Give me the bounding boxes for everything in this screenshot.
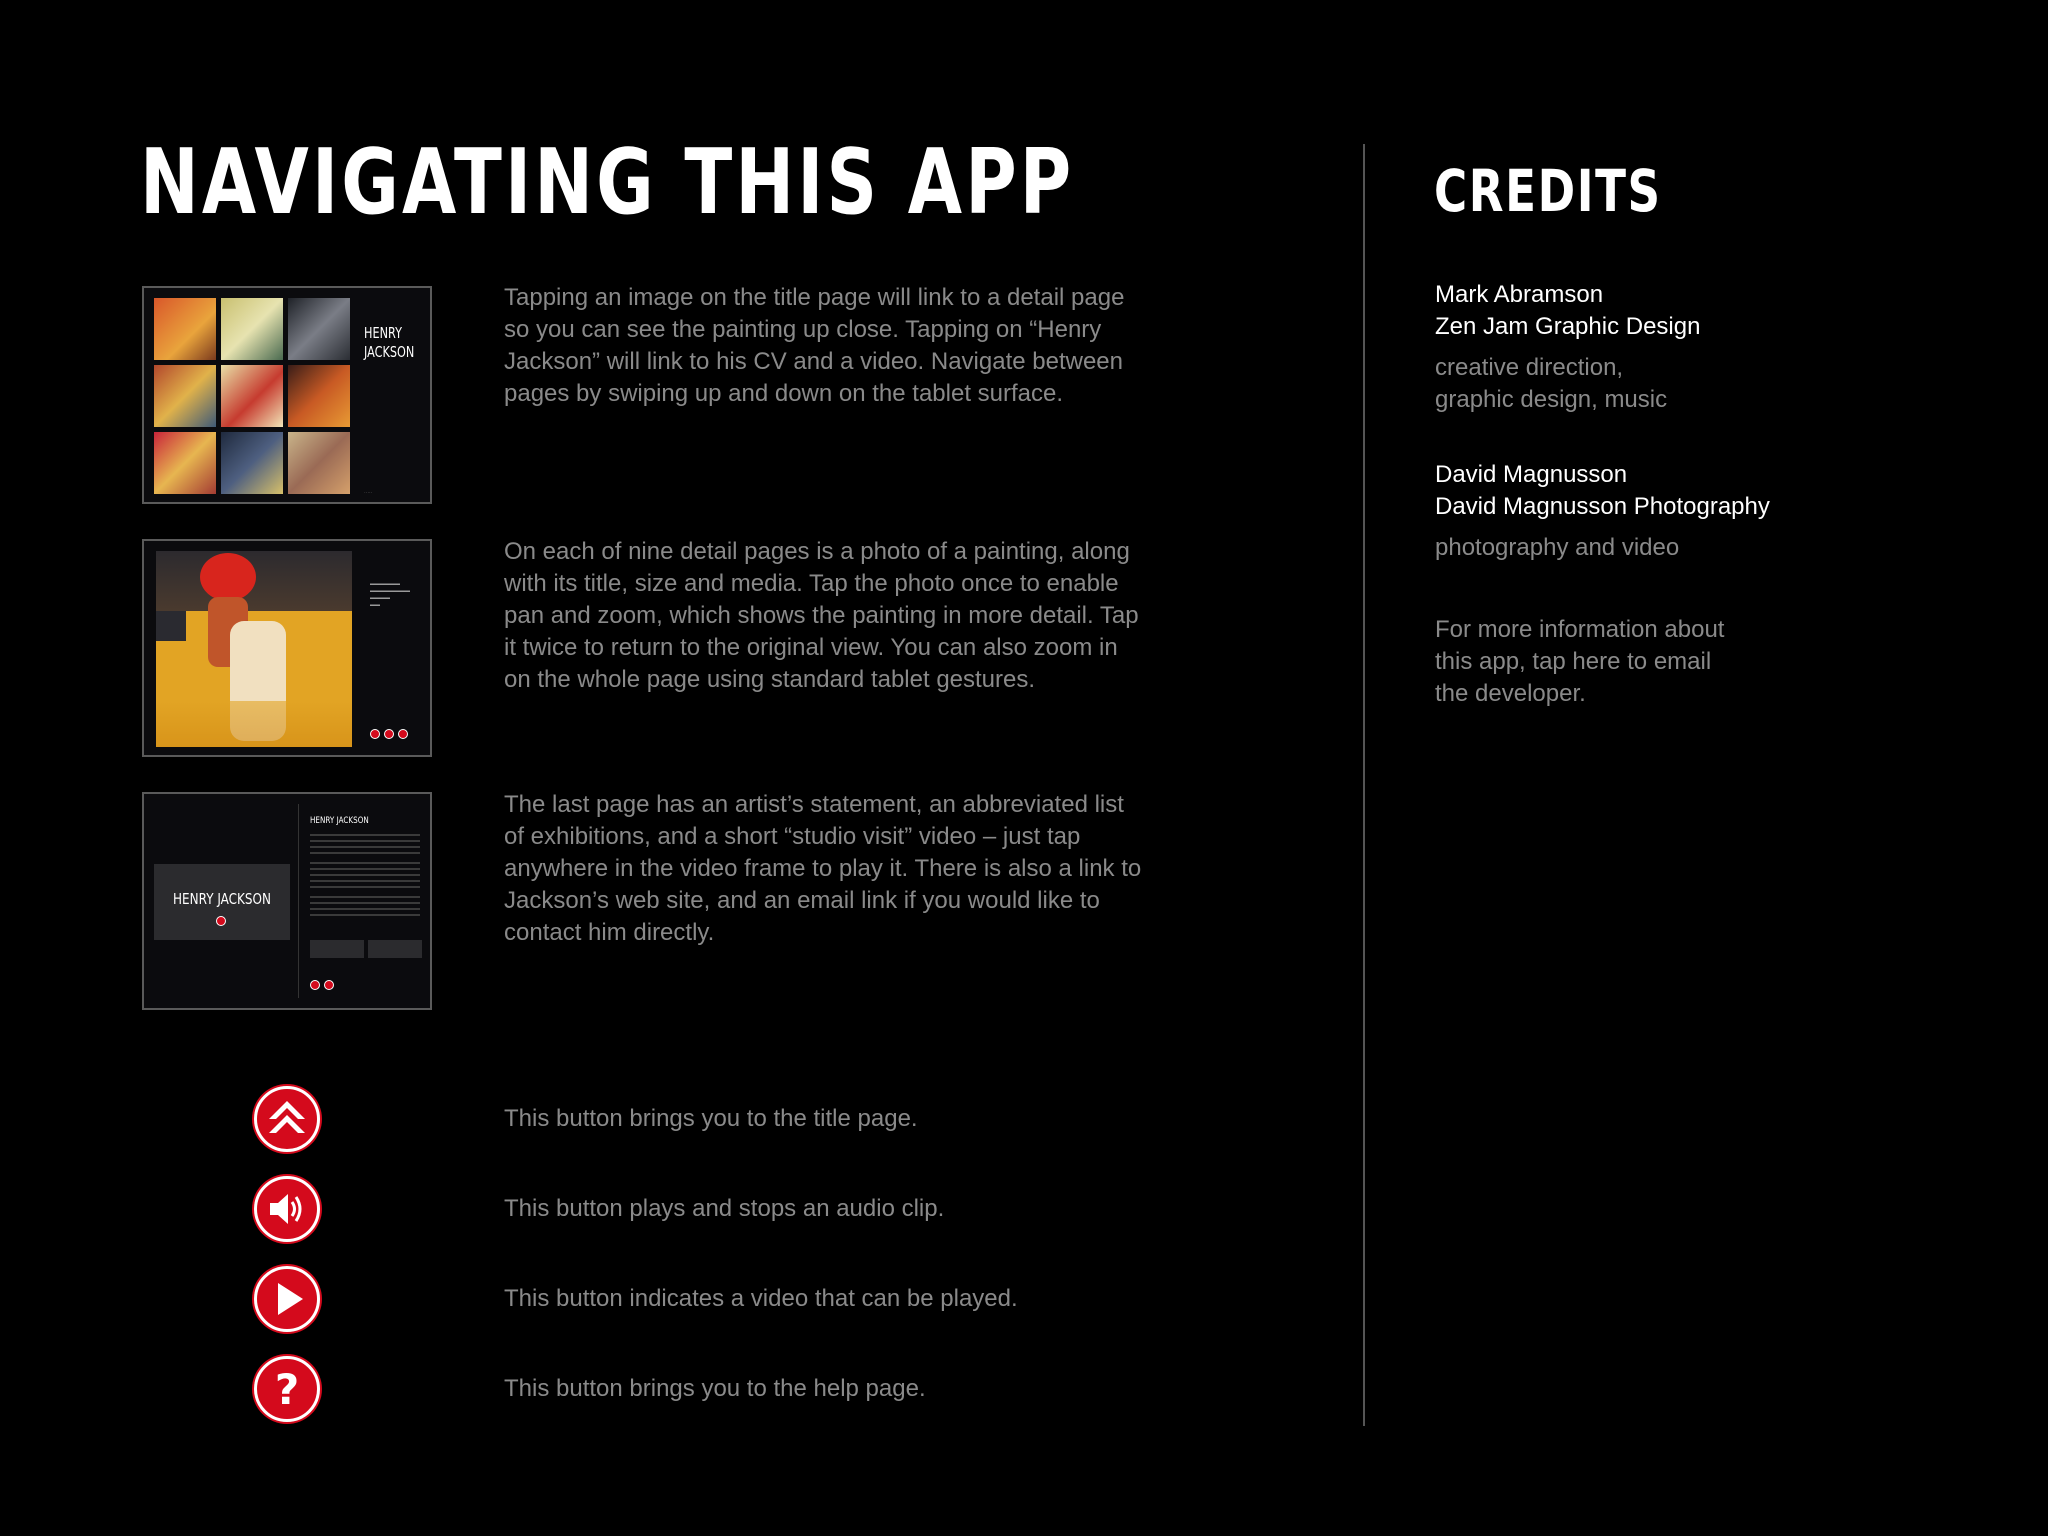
painting-image bbox=[156, 551, 352, 747]
question-icon bbox=[398, 729, 408, 739]
painting-tile bbox=[154, 298, 216, 360]
painting-tile bbox=[288, 432, 350, 494]
help-button[interactable] bbox=[254, 1356, 320, 1422]
thumbnail-divider bbox=[298, 804, 299, 998]
speaker-icon bbox=[384, 729, 394, 739]
painting-info: ▬▬▬▬▬▬ ▬▬▬▬▬▬▬▬ ▬▬▬▬ ▬▬ bbox=[370, 581, 410, 608]
page-title: NAVIGATING THIS APP bbox=[140, 130, 1075, 235]
detail-page-description: On each of nine detail pages is a photo of a painting, along with its title, size and media. Tap the photo once to enable pan and zoom, which shows the painting in more detail. Tap it twice to return to the original view. You can also zoom in on the whole page using standard tablet gestures. bbox=[504, 538, 1139, 693]
credit-name: Mark Abramson bbox=[1435, 281, 1604, 308]
play-icon bbox=[216, 916, 226, 926]
painting-tile bbox=[288, 365, 350, 427]
painting-tile bbox=[221, 432, 283, 494]
artist-name-label: HENRY JACKSON bbox=[364, 324, 415, 361]
home-button[interactable] bbox=[254, 1086, 320, 1152]
audio-button-description: This button plays and stops an audio clip. bbox=[504, 1195, 945, 1222]
help-button-description: This button brings you to the help page. bbox=[504, 1375, 926, 1402]
footer-mark: ····· bbox=[364, 490, 373, 496]
artist-page-thumbnail bbox=[142, 792, 432, 1010]
email-link bbox=[368, 940, 422, 958]
statement-heading: HENRY JACKSON bbox=[310, 816, 369, 826]
credits-title: CREDITS bbox=[1434, 157, 1662, 225]
home-chevrons-icon bbox=[257, 1089, 317, 1149]
artist-page-description: The last page has an artist’s statement, an abbreviated list of exhibitions, and a short “studio visit” video – just tap anywhere in the video frame to play it. There is also a link to Jackson’s web site, and an email link if you would like to contact him directly. bbox=[504, 791, 1142, 946]
svg-text:?: ? bbox=[274, 1365, 300, 1414]
play-icon bbox=[257, 1269, 317, 1329]
video-button-description: This button indicates a video that can be played. bbox=[504, 1285, 1018, 1312]
home-chevrons-icon bbox=[370, 729, 380, 739]
email-developer-link[interactable]: For more information about this app, tap here to email the developer. bbox=[1435, 616, 1725, 707]
painting-tile bbox=[221, 298, 283, 360]
credit-name: David Magnusson bbox=[1435, 461, 1628, 488]
question-icon bbox=[324, 980, 334, 990]
painting-tile bbox=[154, 432, 216, 494]
audio-button[interactable] bbox=[254, 1176, 320, 1242]
speaker-icon bbox=[257, 1179, 317, 1239]
credit-company: David Magnusson Photography bbox=[1435, 493, 1770, 520]
title-page-thumbnail bbox=[142, 286, 432, 504]
credit-company: Zen Jam Graphic Design bbox=[1435, 313, 1701, 340]
credit-role: creative direction, graphic design, music bbox=[1435, 354, 1668, 413]
video-title: HENRY JACKSON bbox=[173, 890, 271, 908]
video-frame bbox=[154, 864, 290, 940]
question-icon bbox=[257, 1359, 317, 1419]
title-page-description: Tapping an image on the title page will link to a detail page so you can see the painting up close. Tapping on “Henry Jackson” will link to his CV and a video. Navigate between pages by swiping up and down on the tablet surface. bbox=[504, 284, 1125, 407]
home-button-description: This button brings you to the title page. bbox=[504, 1105, 918, 1132]
video-button[interactable] bbox=[254, 1266, 320, 1332]
painting-tile bbox=[221, 365, 283, 427]
column-divider bbox=[1363, 144, 1365, 1426]
website-link bbox=[310, 940, 364, 958]
painting-tile bbox=[154, 365, 216, 427]
detail-page-thumbnail bbox=[142, 539, 432, 757]
home-chevrons-icon bbox=[310, 980, 320, 990]
painting-tile bbox=[288, 298, 350, 360]
credit-role: photography and video bbox=[1435, 534, 1680, 561]
